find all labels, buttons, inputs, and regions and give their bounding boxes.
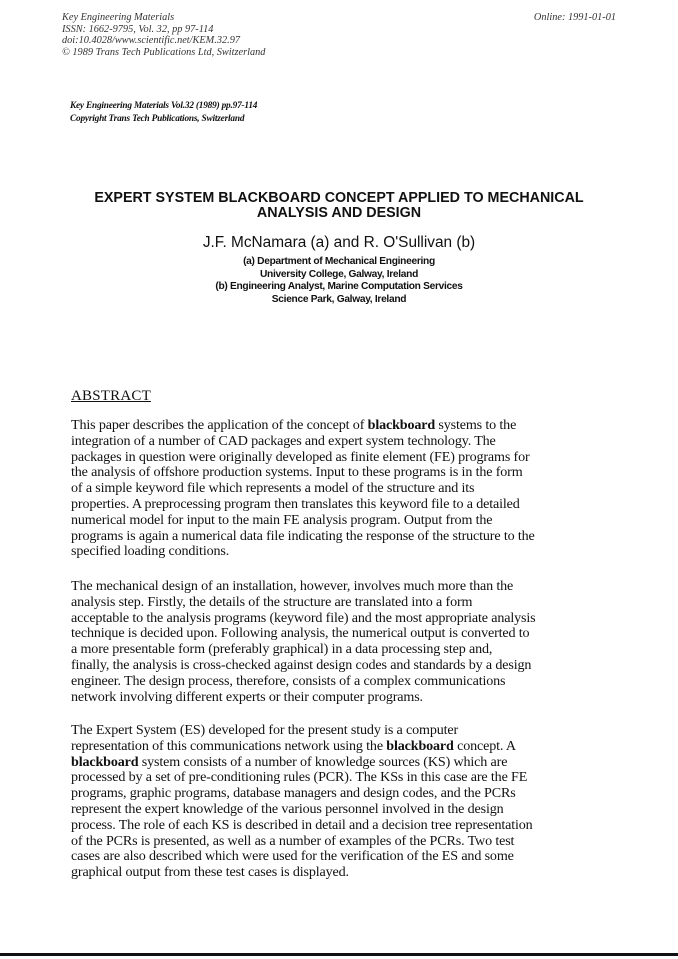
text-line: properties. A preprocessing program then translates this keyword file to a detailed [71,495,520,512]
text-line: processed by a set of pre-conditioning rules (PCR). The KSs in this case are the FE [71,769,528,786]
paper-title [40,191,638,221]
text-line: of the PCRs is presented, as well as a number of examples of the PCRs. Two test [71,832,515,849]
text-line: of a simple keyword file which represents a model of the structure and its [71,480,475,497]
header-doi[interactable]: doi:10.4028/www.scientific.net/KEM.32.97 [62,35,240,47]
affiliations [40,256,638,306]
text-line: analysis step. Firstly, the details of the structure are translated into a form [71,593,473,610]
title-line-2: ANALYSIS AND DESIGN [256,205,422,221]
bold-term: blackboard [386,737,454,754]
authors: J.F. McNamara (a) and R. O'Sullivan (b) [202,234,476,251]
journal-copyright: Copyright Trans Tech Publications, Switzerland [70,114,245,124]
header-copyright: © 1989 Trans Tech Publications Ltd, Switzerland [62,46,266,58]
header-journal: Key Engineering Materials [62,12,175,23]
title-line-1: EXPERT SYSTEM BLACKBOARD CONCEPT APPLIED TO MECHANICAL [94,190,584,206]
text-line: technique is decided upon. Following analysis, the numerical output is converted to [71,625,530,642]
affiliation-line: Science Park, Galway, Ireland [271,293,407,305]
text-line: a more presentable form (preferably graphical) in a data processing step and, [71,641,493,658]
online-date: Online: 1991-01-01 [533,12,616,23]
text-line: integration of a number of CAD packages and expert system technology. The [71,432,496,449]
publication-header [62,12,265,58]
text-line: packages in question were originally developed as finite element (FE) programs for [71,448,530,465]
text-line: programs is again a numerical data file indicating the response of the structure to the [71,527,535,544]
text-line: represent the expert knowledge of the various personnel involved in the design [71,800,504,817]
text-line: The Expert System (ES) developed for the present study is a computer [71,722,459,738]
journal-citation: Key Engineering Materials Vol.32 (1989) pp.97-114 [70,101,258,111]
text-line: cases are also described which were used for the verification of the ES and some [71,848,514,865]
text-line: numerical model for input to the main FE analysis program. Output from the [71,511,493,528]
text-line: programs, graphic programs, database managers and design codes, and the PCRs [71,785,516,802]
abstract-paragraph-2 [71,579,631,705]
text-line: graphical output from these test cases is displayed. [71,864,349,881]
text-line: process. The role of each KS is described in detail and a decision tree representation [71,816,533,833]
bottom-rule [0,953,678,956]
text-line: engineer. The design process, therefore, consists of a complex communications [71,672,506,689]
abstract-paragraph-3 [71,723,631,881]
affiliation-line: (b) Engineering Analyst, Marine Computation Services [215,281,463,292]
text-line: the analysis of offshore production systems. Input to these programs is in the form [71,464,523,481]
bold-term: blackboard [71,753,139,770]
affiliation-line: University College, Galway, Ireland [259,268,419,280]
journal-citation-block [70,100,257,126]
text-line: representation of this communications network using the blackboard concept. A [71,737,516,754]
header-issn: ISSN: 1662-9795, Vol. 32, pp 97-114 [62,23,214,35]
text-line: finally, the analysis is cross-checked against design codes and standards by a design [71,656,532,673]
affiliation-line: (a) Department of Mechanical Engineering [243,256,435,267]
text-line: The mechanical design of an installation, however, involves much more than the [71,578,514,594]
text-line: network involving different experts or their computer programs. [71,688,423,705]
text-line: This paper describes the application of the concept of blackboard systems to the [71,417,517,433]
text-line: blackboard system consists of a number of knowledge sources (KS) which are [71,753,508,770]
bold-term: blackboard [367,417,436,433]
text-line: acceptable to the analysis programs (keyword file) and the most appropriate analysis [71,609,536,626]
text-line: specified loading conditions. [71,543,230,560]
abstract-heading: ABSTRACT [71,388,151,404]
abstract-paragraph-1 [71,418,631,560]
